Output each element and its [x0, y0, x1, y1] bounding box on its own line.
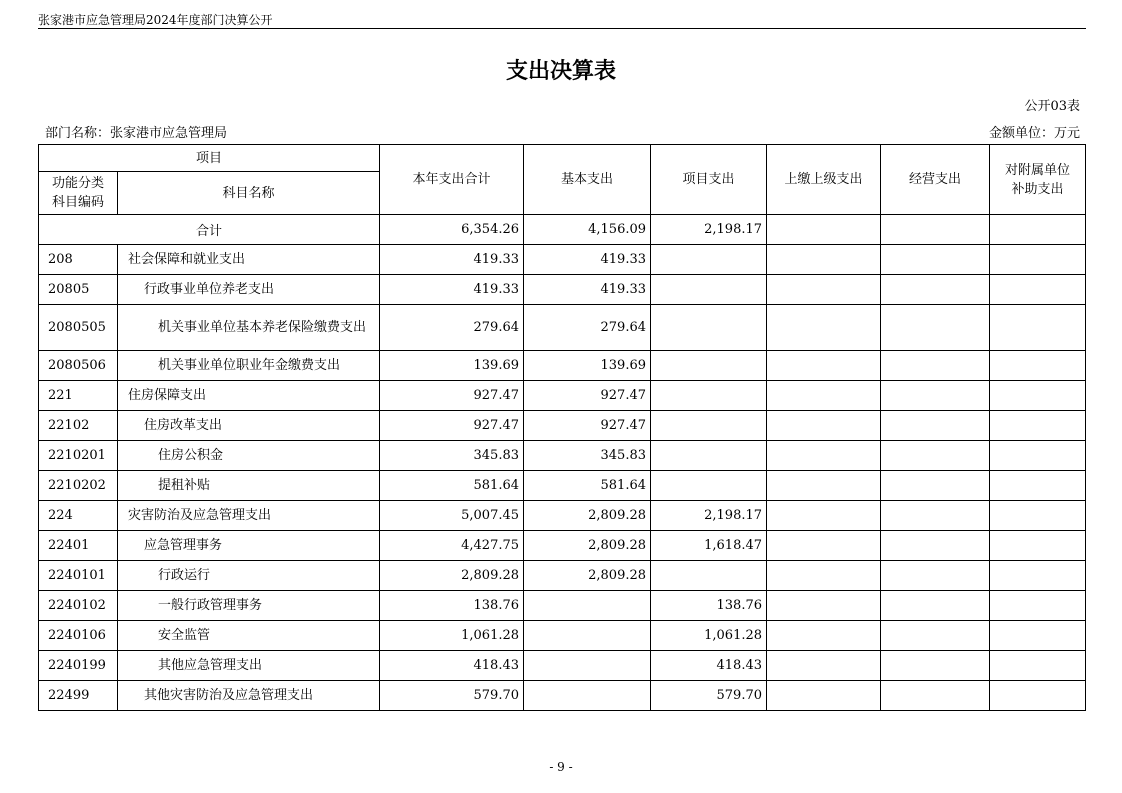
upper-pay-cell — [767, 305, 881, 351]
subsidy-cell — [990, 215, 1086, 245]
subject-name-cell: 提租补贴 — [118, 471, 380, 501]
total-cell: 279.64 — [380, 305, 524, 351]
subsidy-cell — [990, 305, 1086, 351]
subject-name-cell: 住房保障支出 — [118, 381, 380, 411]
business-cell — [881, 305, 990, 351]
subsidy-cell — [990, 531, 1086, 561]
total-cell: 927.47 — [380, 411, 524, 441]
page-number: - 9 - — [549, 760, 573, 774]
table-row — [39, 621, 1086, 651]
total-cell: 418.43 — [380, 651, 524, 681]
code-cell: 2210202 — [39, 471, 118, 501]
upper-pay-cell — [767, 531, 881, 561]
business-cell — [881, 411, 990, 441]
amount-unit-label: 金额单位：万元 — [988, 126, 1080, 141]
subsidy-cell — [990, 471, 1086, 501]
table-row — [39, 471, 1086, 501]
table-row — [39, 501, 1086, 531]
table-row — [39, 351, 1086, 381]
code-cell: 2210201 — [39, 441, 118, 471]
subject-name-cell: 住房公积金 — [118, 441, 380, 471]
upper-pay-cell — [767, 441, 881, 471]
basic-cell: 927.47 — [524, 381, 651, 411]
upper-pay-cell — [767, 275, 881, 305]
project-cell — [651, 561, 767, 591]
code-cell: 208 — [39, 245, 118, 275]
business-cell — [881, 501, 990, 531]
code-cell: 22102 — [39, 411, 118, 441]
upper-pay-cell — [767, 681, 881, 711]
subject-name-cell: 行政运行 — [118, 561, 380, 591]
header-subsidy-line1: 对附属单位 — [1005, 162, 1071, 178]
project-cell — [651, 351, 767, 381]
total-cell: 2,809.28 — [380, 561, 524, 591]
upper-pay-cell — [767, 591, 881, 621]
header-code — [39, 172, 118, 215]
upper-pay-cell — [767, 651, 881, 681]
header-subsidy — [990, 145, 1086, 215]
table-row — [39, 411, 1086, 441]
subsidy-cell — [990, 381, 1086, 411]
project-cell: 1,061.28 — [651, 621, 767, 651]
business-cell — [881, 441, 990, 471]
expenditure-table — [38, 144, 1086, 711]
subject-name-cell: 社会保障和就业支出 — [118, 245, 380, 275]
header-code-line2: 科目编码 — [51, 195, 104, 210]
upper-pay-cell — [767, 381, 881, 411]
business-cell — [881, 471, 990, 501]
header-total: 本年支出合计 — [380, 145, 524, 215]
basic-cell — [524, 651, 651, 681]
project-cell — [651, 441, 767, 471]
table-row — [39, 305, 1086, 351]
subsidy-cell — [990, 621, 1086, 651]
code-cell: 221 — [39, 381, 118, 411]
table-row — [39, 381, 1086, 411]
header-subject-name: 科目名称 — [118, 172, 380, 215]
department-label: 部门名称：张家港市应急管理局 — [45, 126, 228, 141]
total-cell: 345.83 — [380, 441, 524, 471]
project-cell — [651, 305, 767, 351]
upper-pay-cell — [767, 621, 881, 651]
project-cell — [651, 471, 767, 501]
basic-cell — [524, 681, 651, 711]
basic-cell: 2,809.28 — [524, 501, 651, 531]
total-cell: 419.33 — [380, 275, 524, 305]
basic-cell: 139.69 — [524, 351, 651, 381]
code-cell: 2240102 — [39, 591, 118, 621]
basic-cell: 4,156.09 — [524, 215, 651, 245]
basic-cell: 345.83 — [524, 441, 651, 471]
code-cell: 224 — [39, 501, 118, 531]
header-project: 项目支出 — [651, 145, 767, 215]
total-cell: 139.69 — [380, 351, 524, 381]
page-title: 支出决算表 — [505, 59, 616, 84]
subject-name-cell: 其他应急管理支出 — [118, 651, 380, 681]
total-cell: 579.70 — [380, 681, 524, 711]
project-cell — [651, 411, 767, 441]
total-cell: 4,427.75 — [380, 531, 524, 561]
basic-cell: 581.64 — [524, 471, 651, 501]
upper-pay-cell — [767, 471, 881, 501]
total-row — [39, 215, 1086, 245]
header-upper-pay: 上缴上级支出 — [767, 145, 881, 215]
business-cell — [881, 621, 990, 651]
subject-name-cell: 一般行政管理事务 — [118, 591, 380, 621]
business-cell — [881, 351, 990, 381]
code-cell: 2240106 — [39, 621, 118, 651]
code-cell: 22401 — [39, 531, 118, 561]
header-row-1 — [39, 145, 1086, 172]
business-cell — [881, 561, 990, 591]
basic-cell — [524, 621, 651, 651]
upper-pay-cell — [767, 351, 881, 381]
subject-name-cell: 其他灾害防治及应急管理支出 — [118, 681, 380, 711]
subject-name-cell: 安全监管 — [118, 621, 380, 651]
subject-name-cell: 行政事业单位养老支出 — [118, 275, 380, 305]
upper-pay-cell — [767, 245, 881, 275]
business-cell — [881, 245, 990, 275]
project-cell: 418.43 — [651, 651, 767, 681]
subject-name-cell: 机关事业单位职业年金缴费支出 — [118, 351, 380, 381]
header-item: 项目 — [39, 145, 380, 172]
upper-pay-cell — [767, 501, 881, 531]
business-cell — [881, 531, 990, 561]
code-cell: 2240101 — [39, 561, 118, 591]
basic-cell: 927.47 — [524, 411, 651, 441]
total-cell: 138.76 — [380, 591, 524, 621]
header-subsidy-line2: 补助支出 — [1011, 181, 1064, 197]
project-cell: 2,198.17 — [651, 501, 767, 531]
total-cell: 419.33 — [380, 245, 524, 275]
code-cell: 22499 — [39, 681, 118, 711]
table-row — [39, 441, 1086, 471]
basic-cell — [524, 591, 651, 621]
subject-name-cell: 住房改革支出 — [118, 411, 380, 441]
project-cell — [651, 275, 767, 305]
business-cell — [881, 275, 990, 305]
upper-pay-cell — [767, 411, 881, 441]
business-cell — [881, 215, 990, 245]
upper-pay-cell — [767, 561, 881, 591]
running-header: 张家港市应急管理局2024年度部门决算公开 — [38, 13, 273, 27]
total-cell: 5,007.45 — [380, 501, 524, 531]
subsidy-cell — [990, 245, 1086, 275]
header-rule — [38, 28, 1086, 29]
basic-cell: 419.33 — [524, 245, 651, 275]
basic-cell: 279.64 — [524, 305, 651, 351]
table-row — [39, 591, 1086, 621]
total-label: 合计 — [39, 215, 380, 245]
table-row — [39, 245, 1086, 275]
project-cell: 579.70 — [651, 681, 767, 711]
subsidy-cell — [990, 411, 1086, 441]
project-cell: 2,198.17 — [651, 215, 767, 245]
subsidy-cell — [990, 681, 1086, 711]
project-cell — [651, 381, 767, 411]
header-basic: 基本支出 — [524, 145, 651, 215]
table-row — [39, 681, 1086, 711]
subject-name-cell: 应急管理事务 — [118, 531, 380, 561]
table-row — [39, 561, 1086, 591]
project-cell: 1,618.47 — [651, 531, 767, 561]
basic-cell: 2,809.28 — [524, 531, 651, 561]
total-cell: 927.47 — [380, 381, 524, 411]
business-cell — [881, 681, 990, 711]
subsidy-cell — [990, 561, 1086, 591]
business-cell — [881, 381, 990, 411]
table-row — [39, 531, 1086, 561]
table-row — [39, 651, 1086, 681]
subsidy-cell — [990, 591, 1086, 621]
business-cell — [881, 651, 990, 681]
code-cell: 2240199 — [39, 651, 118, 681]
total-cell: 6,354.26 — [380, 215, 524, 245]
form-number: 公开03表 — [1024, 99, 1080, 114]
subject-name-cell: 机关事业单位基本养老保险缴费支出 — [118, 305, 380, 351]
basic-cell: 419.33 — [524, 275, 651, 305]
table-row — [39, 275, 1086, 305]
header-code-line1: 功能分类 — [51, 176, 104, 191]
subsidy-cell — [990, 501, 1086, 531]
header-business: 经营支出 — [881, 145, 990, 215]
code-cell: 20805 — [39, 275, 118, 305]
code-cell: 2080506 — [39, 351, 118, 381]
total-cell: 1,061.28 — [380, 621, 524, 651]
subsidy-cell — [990, 275, 1086, 305]
total-cell: 581.64 — [380, 471, 524, 501]
code-cell: 2080505 — [39, 305, 118, 351]
subsidy-cell — [990, 351, 1086, 381]
project-cell: 138.76 — [651, 591, 767, 621]
subsidy-cell — [990, 441, 1086, 471]
business-cell — [881, 591, 990, 621]
project-cell — [651, 245, 767, 275]
basic-cell: 2,809.28 — [524, 561, 651, 591]
subsidy-cell — [990, 651, 1086, 681]
subject-name-cell: 灾害防治及应急管理支出 — [118, 501, 380, 531]
upper-pay-cell — [767, 215, 881, 245]
